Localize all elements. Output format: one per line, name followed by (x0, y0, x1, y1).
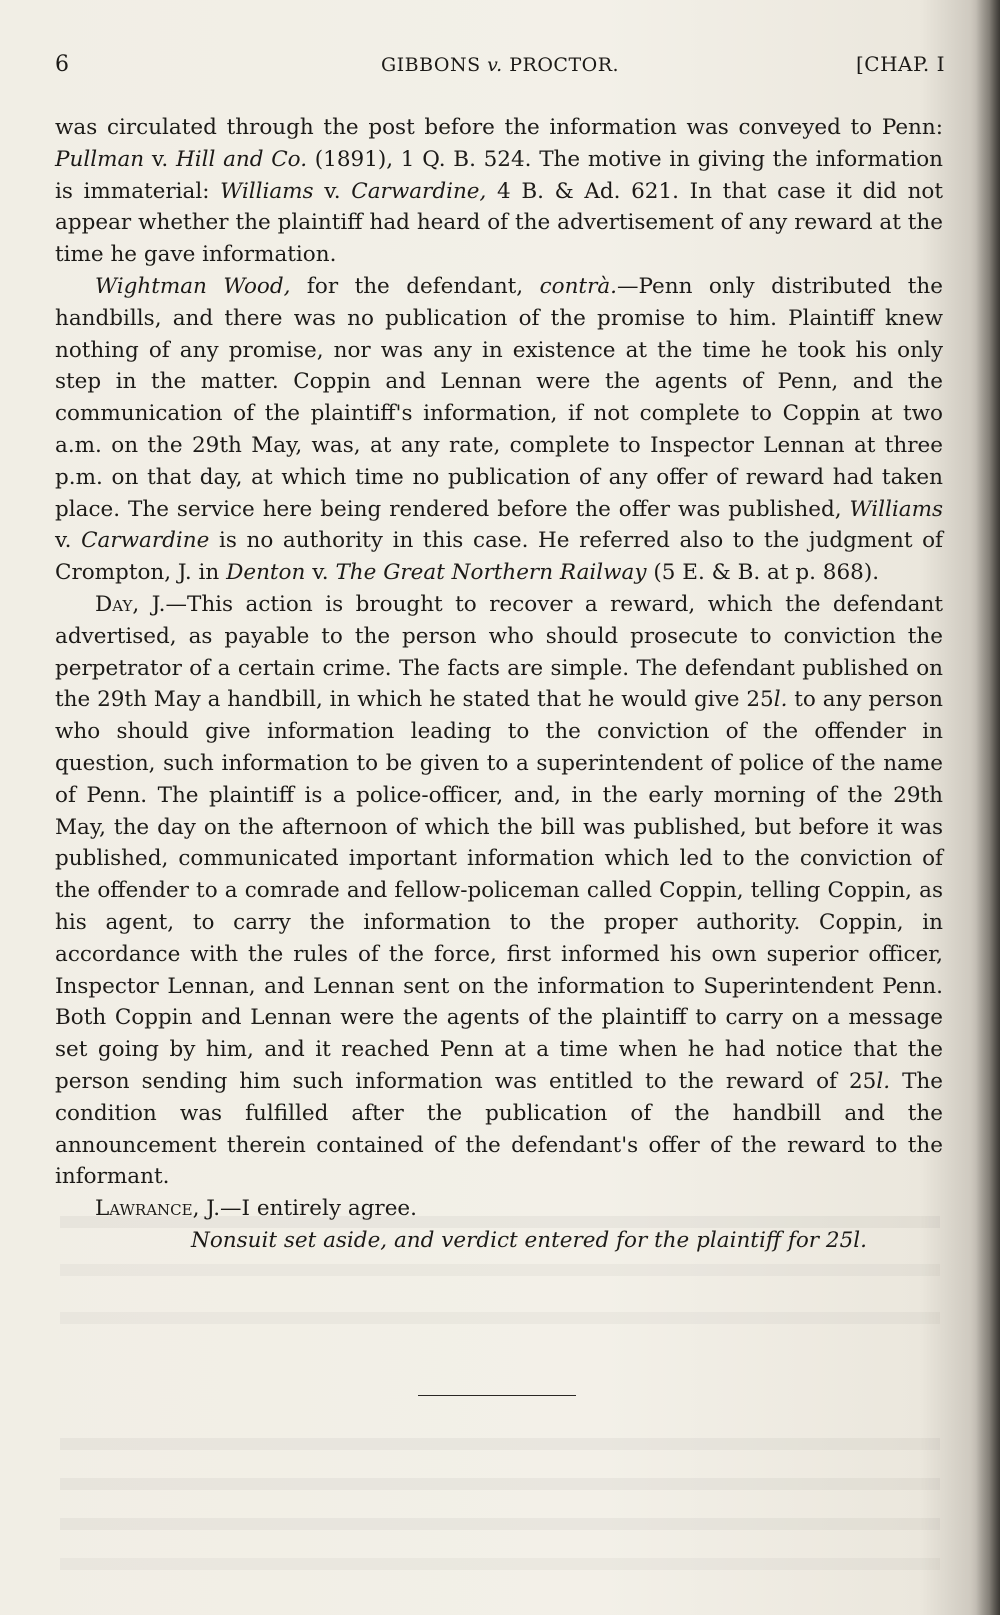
paragraph-counsel-plaintiff (55, 112, 943, 271)
paragraph-judgment-day (55, 589, 943, 1193)
running-title-versus: v. (487, 54, 503, 76)
bleed-through-shadow (60, 1420, 940, 1580)
text-run: is no authority in this case. He referred also to the judgment of Crompton, J. in (55, 528, 943, 586)
running-title (55, 54, 945, 76)
text-run: The condition was fulfilled after the publication of the handbill and the announcement therein contained of the defendant's offer of the reward to the informant. (55, 1068, 944, 1190)
case-name: Pullman (55, 146, 145, 172)
case-name: Carwardine (81, 528, 210, 554)
case-name: Williams (849, 496, 943, 522)
case-name: Hill and Co. (175, 146, 308, 172)
text-run: —Penn only distributed the handbills, and there was no publication of the promise to him. Plaintiff knew nothing of any promise, nor was any in existence at the time he took his only step in the matter. Coppin and Lennan were the agents of Penn, and the communication of the plaintiff's information, if not complete to Coppin at two a.m. on the 29th May, was, at any rate, complete to Inspector Lennan at three p.m. on that day, at which time no publication of any offer of reward had taken place. The service here being rendered before the offer was published, (55, 273, 943, 522)
text-run: , J.—I entirely agree. (192, 1196, 417, 1222)
paragraph-counsel-defendant (55, 271, 943, 589)
case-name: Denton (226, 560, 306, 586)
judge-name: Lawrance (95, 1196, 193, 1222)
section-divider (418, 1395, 576, 1396)
text-run: , J.—This action is brought to recover a reward, which the defendant advertised, as payable to the person who should prosecute to conviction the perpetrator of a certain crime. The facts are simple. The defendant published on the 29th May a handbill, in which he stated that he would give 25 (55, 591, 943, 713)
chapter-label: [CHAP. I (855, 52, 945, 76)
body-text (55, 112, 943, 1257)
text-run: v. (144, 146, 176, 172)
running-title-left: GIBBONS (380, 54, 488, 76)
text-run: to any person who should give information leading to the conviction of the offender in question, such information to be given to a superintendent of police of the name of Penn. The plaintiff is a police-officer, and, in the early morning of the 29th May, the day on the afternoon of which the bill was published, but before it was published, communicated important information which led to the conviction of the offender to a comrade and fellow-policeman called Coppin, telling Coppin, as his agent, to carry the information to the proper authority. Coppin, in accordance with the rules of the force, first informed his own superior officer, Inspector Lennan, and Lennan sent on the information to Superintendent Penn. Both Coppin and Lennan were the agents of the plaintiff to carry on a message set going by him, and it reached Penn at a time when he had notice that the person sending him such information was entitled to the reward of 25 (55, 687, 943, 1094)
text-run: v. (55, 528, 82, 554)
pound-symbol: l. (773, 687, 788, 713)
text-run: was circulated through the post before the information was conveyed to Penn: (55, 115, 943, 140)
page-number: 6 (55, 52, 70, 77)
pound-symbol: l. (876, 1068, 891, 1094)
final-judgment: Nonsuit set aside, and verdict entered for the plaintiff for 25l. (191, 1227, 867, 1253)
running-header (55, 52, 945, 82)
contra-term: contrà. (539, 273, 617, 299)
text-run: for the defendant, (290, 273, 540, 299)
case-name: The Great Northern Railway (335, 560, 647, 586)
text-run: v. (313, 178, 352, 204)
page-edge-shadow (976, 0, 1000, 1615)
running-title-right: PROCTOR. (502, 54, 620, 76)
text-run: v. (305, 560, 336, 586)
bleed-through-shadow (60, 1190, 940, 1334)
judge-name: Day (95, 591, 133, 617)
text-run: (5 E. & B. at p. 868). (646, 560, 880, 586)
text-run: (1891), 1 Q. B. 524. The motive in giving the information is immaterial: (55, 146, 944, 204)
case-name: Williams (220, 178, 314, 204)
text-run: 4 B. & Ad. 621. In that case it did not appear whether the plaintiff had heard of the advertisement of any reward at the time he gave information. (55, 178, 944, 268)
counsel-name: Wightman Wood, (95, 273, 291, 299)
case-name: Carwardine, (351, 178, 487, 204)
